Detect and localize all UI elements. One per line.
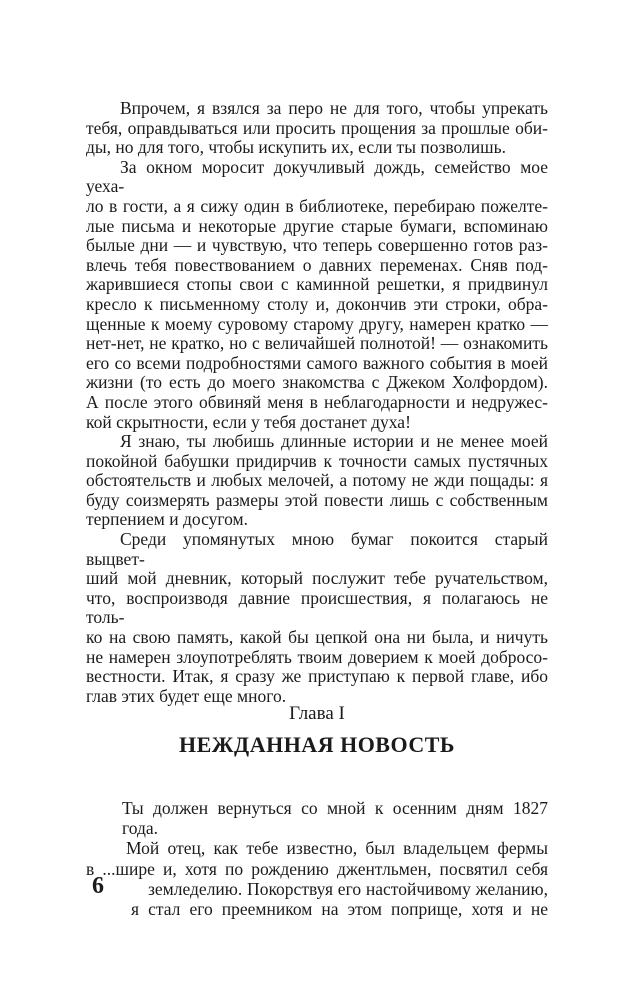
chapter-title: НЕЖДАННАЯ НОВОСТЬ — [179, 732, 455, 757]
text-line: терпением и досугом. — [86, 509, 248, 530]
text-line: щенные к моему суровому старому другу, намерен кратко — — [86, 313, 548, 334]
text-line: тебя, оправдываться или просить прощения за прошлые оби- — [86, 117, 548, 138]
text-line: его со всеми подробностями самого важного события в моей — [86, 352, 548, 373]
text-line: Я знаю, ты любишь длинные истории и не менее моей — [120, 431, 548, 452]
text-line: ло в гости, а я сижу один в библиотеке, перебираю пожелте- — [86, 195, 548, 216]
text-line: ший мой дневник, который послужит тебе ручательством, — [86, 568, 548, 589]
text-line: лые письма и некоторые другие старые бумаги, вспоминаю — [86, 215, 548, 236]
text-line: жизни (то есть до моего знакомства с Джеком Холфордом). — [86, 372, 548, 393]
text-line: вестности. Итак, я сразу же приступаю к первой главе, ибо — [86, 666, 548, 687]
text-line: кресло к письменному столу и, докончив эти строки, обра- — [86, 293, 548, 314]
text-line: буду соизмерять размеры этой повести лишь с собственным — [86, 489, 548, 510]
text-line: Мой отец, как тебе известно, был владельцем фермы — [126, 838, 548, 859]
text-line: Среди упомянутых мною бумаг покоится старый выцвет- — [86, 529, 548, 569]
text-line: Ты должен вернуться со мной к осенним дням 1827 года. — [122, 798, 548, 839]
opening-paragraph — [86, 798, 548, 919]
text-line: земледелию. Покорствуя его настойчивому желанию, — [148, 878, 548, 899]
text-line: ко на свою память, какой бы цепкой она ни была, и ничуть — [86, 627, 548, 648]
text-line: что, воспроизводя давние происшествия, я полагаюсь не толь- — [86, 587, 548, 628]
body-text — [86, 99, 548, 706]
text-line: влечь тебя повествованием о давних переменах. Сняв под- — [86, 254, 548, 275]
page-number: 6 — [92, 873, 104, 899]
text-line: Впрочем, я взялся за перо не для того, чтобы упрекать — [120, 98, 548, 118]
chapter-label: Глава I — [289, 703, 345, 724]
text-line: в ...шире и, хотя по рождению джентльмен, посвятил себя — [86, 858, 548, 879]
text-line: не намерен злоупотреблять твоим доверием к моей добросо- — [86, 646, 548, 667]
text-line: нет-нет, не кратко, но с величайшей полнотой! — ознакомить — [86, 333, 548, 354]
text-line: я стал его преемником на этом поприще, хотя и не — [131, 899, 548, 920]
text-line: былые дни — и чувствую, что теперь совершенно готов раз- — [86, 235, 548, 256]
text-line: глав этих будет еще много. — [86, 685, 287, 706]
text-line: ды, но для того, чтобы искупить их, если ты позволишь. — [86, 137, 506, 158]
text-line: За окном моросит докучливый дождь, семейство мое уеха- — [86, 156, 548, 197]
text-line: обстоятельств и любых мелочей, а потому не жди пощады: я — [86, 470, 548, 491]
text-line: кой скрытности, если у тебя достанет духа! — [86, 411, 411, 432]
text-line: жарившиеся стопы свои с каминной решетки, я придвинул — [86, 274, 548, 295]
text-line: А после этого обвиняй меня в неблагодарности и недружес- — [86, 391, 548, 412]
text-line: покойной бабушки придирчив к точности самых пустячных — [86, 450, 548, 471]
